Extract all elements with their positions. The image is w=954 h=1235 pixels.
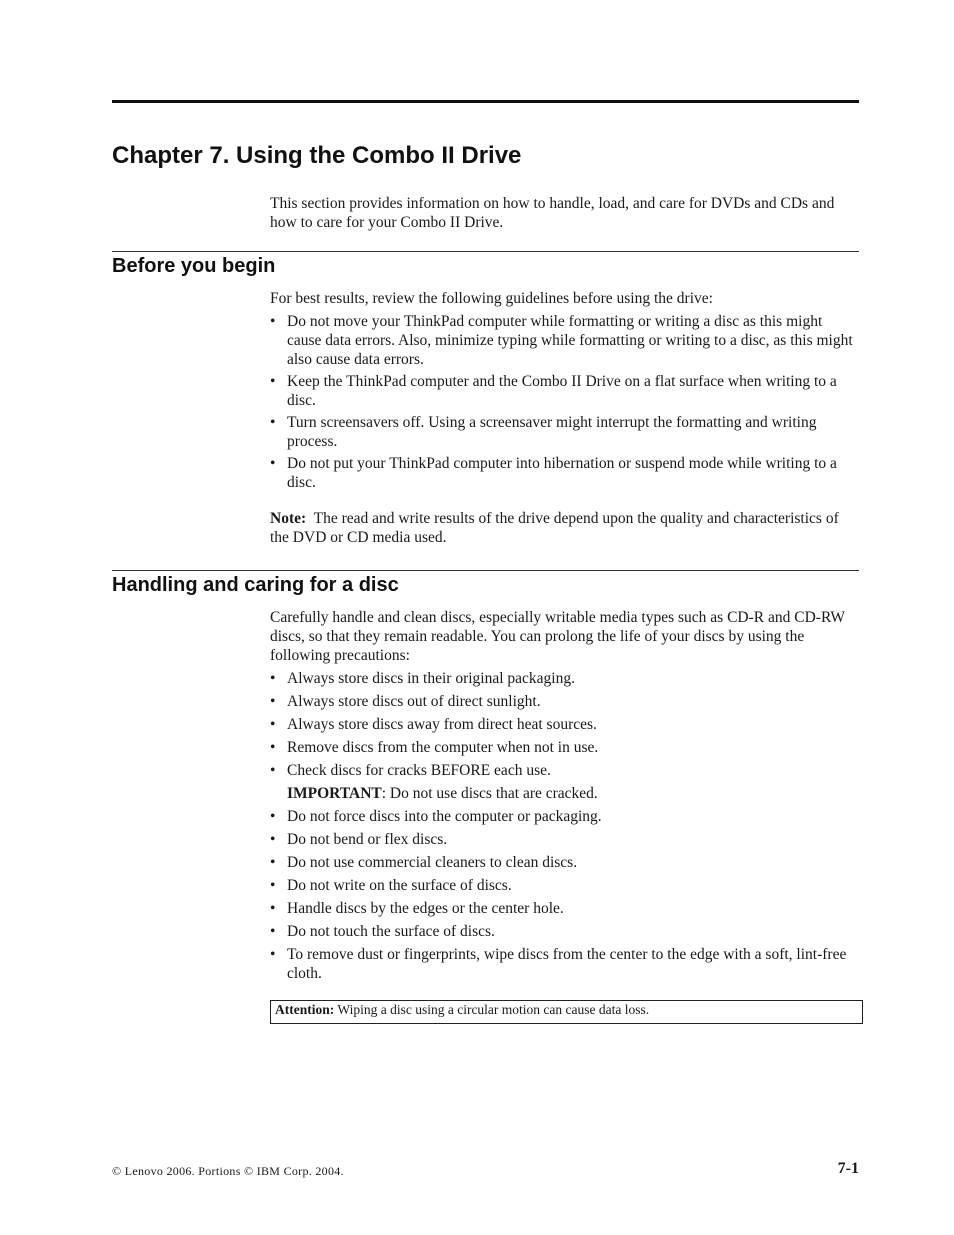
list-item	[270, 454, 860, 492]
chapter-title: Chapter 7. Using the Combo II Drive	[112, 142, 522, 169]
before-lead: For best results, review the following guidelines before using the drive:	[270, 290, 713, 307]
attention-box	[270, 1000, 863, 1024]
bullet-icon: •	[270, 693, 276, 710]
list-item-text: Do not move your ThinkPad computer while formatting or writing a disc as this might cause data errors. Also, minimize typing while formatting or writing to a disc, as this might also cause data errors.	[287, 313, 853, 368]
attention-text: Wiping a disc using a circular motion can cause data loss.	[337, 1002, 650, 1017]
list-item-text: Always store discs out of direct sunlight.	[287, 693, 541, 710]
section-body-handling	[270, 608, 860, 983]
bullet-icon: •	[270, 313, 276, 330]
handling-list	[270, 669, 860, 983]
list-item-text: Always store discs in their original packaging.	[287, 670, 575, 687]
important-text: : Do not use discs that are cracked.	[381, 785, 598, 802]
list-item	[270, 853, 860, 872]
bullet-icon: •	[270, 716, 276, 733]
chapter-top-rule	[112, 100, 859, 103]
page-number: 7-1	[837, 1160, 859, 1177]
list-item-text: Keep the ThinkPad computer and the Combo II Drive on a flat surface when writing to a disc.	[287, 373, 837, 409]
list-item-text: Do not bend or flex discs.	[287, 831, 448, 848]
note-text: The read and write results of the drive depend upon the quality and characteristics of the DVD or CD media used.	[270, 510, 839, 546]
bullet-icon: •	[270, 455, 276, 472]
list-item	[270, 807, 860, 826]
bullet-icon: •	[270, 854, 276, 871]
list-item-text: Check discs for cracks BEFORE each use.	[287, 762, 551, 779]
list-item	[270, 761, 860, 803]
section-heading-handling: Handling and caring for a disc	[112, 574, 399, 596]
section-rule-handling	[112, 570, 859, 571]
list-item-text: To remove dust or fingerprints, wipe discs from the center to the edge with a soft, lint-free cloth.	[287, 946, 847, 982]
bullet-icon: •	[270, 831, 276, 848]
attention-label: Attention:	[275, 1002, 335, 1017]
bullet-icon: •	[270, 670, 276, 687]
list-item	[270, 922, 860, 941]
bullet-icon: •	[270, 877, 276, 894]
handling-lead: Carefully handle and clean discs, especially writable media types such as CD-R and CD-RW discs, so that they remain readable. You can prolong the life of your discs by using the following precautions:	[270, 609, 845, 664]
before-note	[270, 509, 860, 547]
bullet-icon: •	[270, 373, 276, 390]
footer-copyright: © Lenovo 2006. Portions © IBM Corp. 2004.	[112, 1164, 344, 1178]
bullet-icon: •	[270, 739, 276, 756]
note-label: Note:	[270, 510, 307, 527]
bullet-icon: •	[270, 923, 276, 940]
bullet-icon: •	[270, 808, 276, 825]
section-heading-before: Before you begin	[112, 255, 276, 277]
important-note	[287, 784, 860, 803]
list-item	[270, 413, 860, 451]
list-item	[270, 372, 860, 410]
list-item-text: Do not write on the surface of discs.	[287, 877, 512, 894]
list-item	[270, 945, 860, 983]
bullet-icon: •	[270, 900, 276, 917]
bullet-icon: •	[270, 414, 276, 431]
list-item-text: Do not touch the surface of discs.	[287, 923, 495, 940]
list-item-text: Do not force discs into the computer or packaging.	[287, 808, 602, 825]
list-item-text: Do not use commercial cleaners to clean discs.	[287, 854, 578, 871]
list-item	[270, 876, 860, 895]
important-label: IMPORTANT	[287, 785, 382, 802]
bullet-icon: •	[270, 946, 276, 963]
list-item	[270, 738, 860, 757]
list-item	[270, 312, 860, 369]
section-body-before	[270, 289, 860, 547]
list-item-text: Handle discs by the edges or the center hole.	[287, 900, 564, 917]
list-item	[270, 692, 860, 711]
before-list	[270, 312, 860, 492]
list-item-text: Remove discs from the computer when not in use.	[287, 739, 599, 756]
list-item	[270, 715, 860, 734]
section-rule-before	[112, 251, 859, 252]
list-item	[270, 669, 860, 688]
bullet-icon: •	[270, 762, 276, 779]
list-item-text: Turn screensavers off. Using a screensaver might interrupt the formatting and writing process.	[287, 414, 817, 450]
list-item-text: Always store discs away from direct heat sources.	[287, 716, 597, 733]
list-item	[270, 830, 860, 849]
list-item-text: Do not put your ThinkPad computer into hibernation or suspend mode while writing to a disc.	[287, 455, 837, 491]
list-item	[270, 899, 860, 918]
chapter-intro: This section provides information on how to handle, load, and care for DVDs and CDs and how to care for your Combo II Drive.	[270, 195, 835, 231]
